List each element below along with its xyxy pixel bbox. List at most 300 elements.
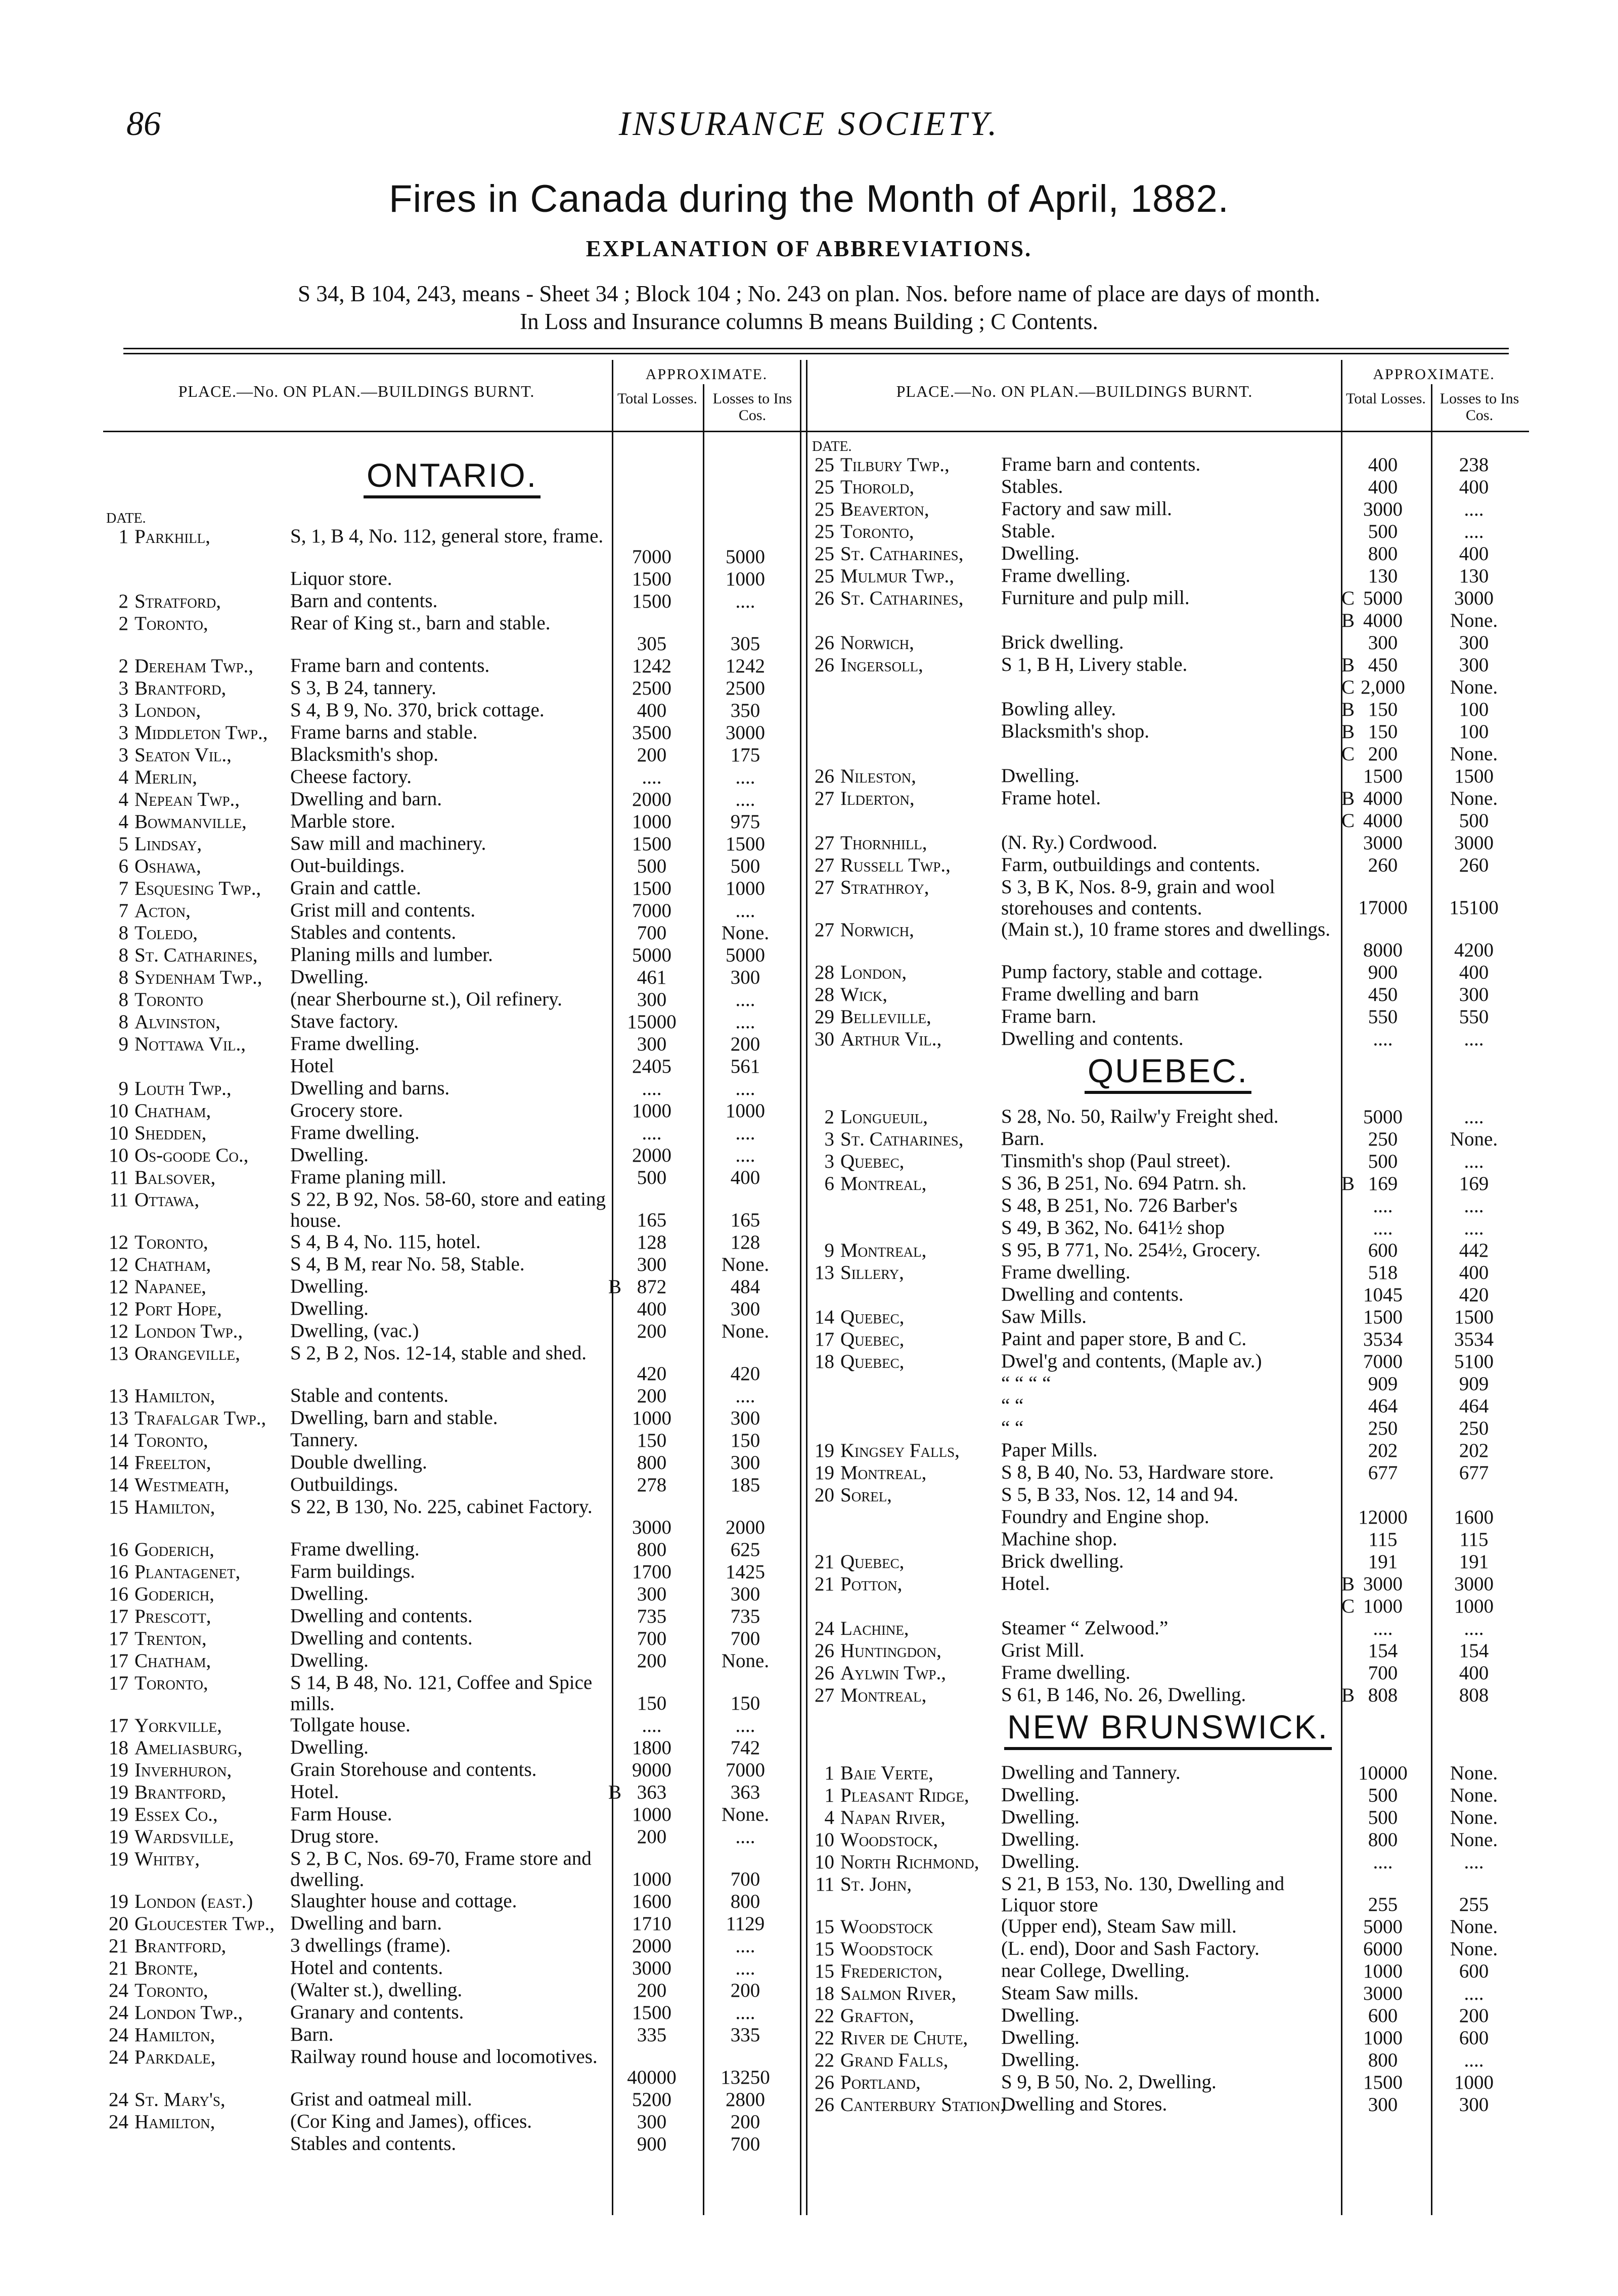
right-column [809, 439, 1527, 2116]
insurance-loss-cell: 128 [730, 1231, 760, 1253]
description-cell: (Upper end), Steam Saw mill. [1001, 1915, 1237, 1937]
place-cell: Toronto, [134, 1231, 208, 1253]
total-loss-cell: .... [642, 766, 662, 788]
insurance-loss-cell: 1600 [1454, 1506, 1494, 1528]
total-loss-cell: 40000 [627, 2067, 677, 2088]
total-loss-cell: 300 [637, 1583, 667, 1605]
left-column [103, 455, 801, 2155]
place-cell: Arthur Vil., [840, 1028, 942, 1050]
date-cell: 17 [815, 1328, 834, 1350]
insurance-loss-cell: None. [721, 1254, 770, 1275]
insurance-loss-cell: .... [1464, 1195, 1484, 1217]
total-loss-cell: 5200 [632, 2089, 671, 2110]
table-row [809, 961, 1527, 984]
date-cell: 12 [109, 1276, 128, 1298]
description-cell: Slaughter house and cottage. [290, 1890, 517, 1912]
place-cell: Toronto, [134, 1430, 208, 1451]
date-cell: 12 [109, 1231, 128, 1253]
place-cell: Nottawa Vil., [134, 1033, 246, 1055]
total-loss-cell: 808 [1368, 1684, 1398, 1706]
table-row [103, 1848, 801, 1891]
table-row [103, 590, 801, 613]
description-cell: Grain Storehouse and contents. [290, 1759, 537, 1780]
description-cell: 3 dwellings (frame). [290, 1935, 451, 1956]
insurance-loss-cell: 735 [730, 1605, 760, 1627]
marker-cell: B [1341, 721, 1355, 743]
total-loss-cell: 600 [1368, 1239, 1398, 1261]
date-cell: 15 [109, 1496, 128, 1518]
description-cell: Steam Saw mills. [1001, 1982, 1139, 2004]
description-cell: Dwelling and contents. [1001, 1283, 1184, 1305]
total-loss-cell: 2,000 [1361, 676, 1405, 698]
marker-cell: B [1341, 699, 1355, 720]
place-cell: Sydenham Twp., [134, 967, 262, 988]
date-cell: 4 [824, 1807, 834, 1828]
total-loss-cell: 300 [637, 1254, 667, 1275]
approximate-header-left: APPROXIMATE. [645, 366, 768, 383]
total-loss-cell: .... [642, 1078, 662, 1099]
table-row [809, 610, 1527, 632]
description-cell: Stable and contents. [290, 1385, 449, 1406]
description-cell: Hotel. [290, 1781, 339, 1803]
total-loss-cell: 335 [637, 2024, 667, 2046]
table-row [809, 1006, 1527, 1028]
date-cell: 21 [815, 1551, 834, 1573]
description-cell: Barn. [290, 2024, 334, 2045]
insurance-loss-cell: 5100 [1454, 1351, 1494, 1372]
table-row [809, 1173, 1527, 1195]
place-cell: Norwich, [840, 632, 914, 654]
date-cell: 2 [118, 613, 128, 634]
insurance-loss-cell: 175 [730, 744, 760, 766]
table-row [103, 1804, 801, 1826]
description-cell: Barn. [1001, 1128, 1045, 1150]
place-cell: London Twp., [134, 1320, 243, 1342]
date-cell: 24 [109, 1980, 128, 2001]
insurance-loss-cell: 150 [730, 1692, 760, 1714]
description-cell: Dwelling and Tannery. [1001, 1762, 1181, 1783]
date-cell: 28 [815, 961, 834, 983]
losses-to-ins-header-right: Losses to Ins Cos. [1440, 390, 1519, 424]
description-cell: Rear of King st., barn and stable. [290, 612, 551, 634]
description-cell: Out-buildings. [290, 855, 405, 877]
description-cell: S 8, B 40, No. 53, Hardware store. [1001, 1461, 1274, 1483]
insurance-loss-cell: 3000 [1454, 587, 1494, 609]
insurance-loss-cell: 1500 [1454, 1306, 1494, 1328]
place-cell: Brantford, [134, 677, 227, 699]
date-cell: 24 [109, 2002, 128, 2024]
description-cell: Dwelling. [1001, 765, 1080, 787]
place-cell: Trenton, [134, 1628, 207, 1649]
insurance-loss-cell: .... [735, 900, 755, 922]
losses-to-ins-header-left: Losses to Ins Cos. [712, 390, 792, 424]
place-cell: London, [840, 961, 907, 983]
date-cell: 26 [815, 632, 834, 654]
date-cell: 17 [109, 1605, 128, 1627]
place-cell: Middleton Twp., [134, 722, 268, 744]
total-loss-cell: 7000 [632, 546, 671, 568]
table-row [103, 1033, 801, 1055]
table-row [809, 565, 1527, 587]
insurance-loss-cell: None. [1450, 1128, 1498, 1150]
place-cell: Beaverton, [840, 498, 929, 520]
table-row [103, 1100, 801, 1122]
marker-cell: C [1341, 743, 1355, 765]
insurance-loss-cell: 130 [1459, 565, 1489, 587]
place-cell: Os-goode Co., [134, 1144, 249, 1166]
place-cell: Ilderton, [840, 788, 915, 809]
description-cell: Dwelling. [290, 1144, 369, 1166]
marker-cell: C [1341, 1595, 1355, 1617]
description-cell: Saw mill and machinery. [290, 833, 486, 854]
total-loss-cell: 300 [1368, 632, 1398, 654]
total-loss-cell: 1000 [632, 811, 671, 833]
place-cell: Chatham, [134, 1254, 211, 1275]
table-row [809, 877, 1527, 919]
insurance-loss-cell: None. [1450, 676, 1498, 698]
insurance-loss-cell: 500 [1459, 810, 1489, 832]
date-cell: 9 [118, 1078, 128, 1099]
table-row [809, 1262, 1527, 1284]
total-loss-cell: 500 [1368, 1807, 1398, 1828]
total-loss-cell: .... [642, 1715, 662, 1736]
place-cell: London Twp., [134, 2002, 243, 2024]
table-row [809, 1395, 1527, 1417]
description-cell: Dwelling. [1001, 2004, 1080, 2026]
date-cell: 10 [815, 1829, 834, 1851]
description-cell: Grain and cattle. [290, 877, 421, 899]
total-loss-cell: 9000 [632, 1759, 671, 1781]
total-loss-cell: .... [1373, 1217, 1393, 1239]
table-row [809, 1195, 1527, 1217]
place-cell: Chatham, [134, 1100, 211, 1122]
description-cell: Frame barn and contents. [1001, 453, 1201, 475]
description-cell: Machine shop. [1001, 1528, 1117, 1550]
place-cell: St. Mary's, [134, 2089, 226, 2110]
running-head: INSURANCE SOCIETY. [618, 104, 1000, 143]
insurance-loss-cell: .... [735, 1715, 755, 1736]
total-loss-cell: 518 [1368, 1262, 1398, 1283]
top-rule [123, 348, 1509, 349]
place-cell: Fredericton, [840, 1960, 942, 1982]
total-loss-cell: 420 [637, 1363, 667, 1385]
description-cell: Dwelling. [290, 1649, 369, 1671]
total-loss-cell: 700 [637, 922, 667, 944]
total-loss-cell: 700 [1368, 1662, 1398, 1684]
table-row [809, 1851, 1527, 1873]
insurance-loss-cell: .... [1464, 1151, 1484, 1172]
total-loss-cell: 2000 [632, 789, 671, 810]
description-cell: Cheese factory. [290, 766, 412, 788]
insurance-loss-cell: 250 [1459, 1417, 1489, 1439]
date-cell: 11 [815, 1873, 834, 1895]
place-cell: Louth Twp., [134, 1078, 232, 1099]
description-cell: Planing mills and lumber. [290, 944, 493, 966]
table-row [809, 721, 1527, 743]
place-cell: Ingersoll, [840, 654, 923, 676]
table-row [103, 677, 801, 700]
insurance-loss-cell: 700 [730, 2133, 760, 2155]
total-loss-cell: 1500 [632, 568, 671, 590]
date-cell: 25 [815, 476, 834, 498]
date-cell: 9 [824, 1239, 834, 1261]
table-row [809, 1807, 1527, 1829]
place-cell: Acton, [134, 900, 191, 922]
date-cell: 14 [109, 1474, 128, 1496]
total-loss-cell: 2405 [632, 1055, 671, 1077]
date-cell: 25 [815, 565, 834, 587]
total-loss-cell: 677 [1368, 1462, 1398, 1484]
date-cell: 24 [109, 2089, 128, 2110]
place-cell: Westmeath, [134, 1474, 230, 1496]
insurance-loss-cell: 165 [730, 1209, 760, 1231]
insurance-loss-cell: 400 [1459, 1662, 1489, 1684]
place-cell: Whitby, [134, 1848, 200, 1870]
insurance-loss-cell: 808 [1459, 1684, 1489, 1706]
insurance-loss-cell: None. [1450, 743, 1498, 765]
table-row [809, 543, 1527, 565]
description-cell: Hotel. [1001, 1573, 1050, 1594]
description-cell: Stables and contents. [290, 922, 457, 943]
table-row [103, 1781, 801, 1804]
table-row [103, 1474, 801, 1496]
date-cell: 3 [118, 744, 128, 766]
insurance-loss-cell: 3000 [726, 722, 765, 744]
table-row [103, 700, 801, 722]
date-cell: 1 [824, 1762, 834, 1784]
date-header-right: DATE. [812, 439, 852, 454]
insurance-loss-cell: None. [1450, 1807, 1498, 1828]
place-cell: Potton, [840, 1573, 903, 1595]
table-row [103, 1122, 801, 1144]
place-cell: Ameliasburg, [134, 1737, 243, 1759]
description-cell: Farm buildings. [290, 1560, 416, 1582]
place-cell: Toronto, [840, 521, 914, 542]
insurance-loss-cell: .... [1464, 1217, 1484, 1239]
date-cell: 16 [109, 1539, 128, 1560]
table-row [103, 1011, 801, 1033]
description-cell: Double dwelling. [290, 1451, 427, 1473]
total-loss-cell: 305 [637, 633, 667, 655]
insurance-loss-cell: .... [735, 1385, 755, 1407]
description-cell: S 1, B H, Livery stable. [1001, 654, 1188, 675]
total-loss-cell: 200 [637, 1980, 667, 2001]
description-cell: Marble store. [290, 810, 395, 832]
table-row [809, 788, 1527, 810]
total-loss-cell: 1500 [632, 590, 671, 612]
date-cell: 8 [118, 922, 128, 944]
date-cell: 26 [815, 1662, 834, 1684]
total-loss-cell: 1000 [1363, 2027, 1403, 2049]
table-row [809, 1829, 1527, 1851]
place-cell: Plantagenet, [134, 1561, 241, 1583]
table-row [809, 1684, 1527, 1707]
table-row [809, 919, 1527, 961]
insurance-loss-cell: .... [735, 1935, 755, 1957]
table-row [809, 2027, 1527, 2049]
description-cell: Farm House. [290, 1803, 392, 1825]
description-cell: Barn and contents. [290, 590, 438, 612]
total-loss-cell: 800 [637, 1539, 667, 1560]
date-cell: 8 [118, 967, 128, 988]
total-loss-cell: .... [1373, 1851, 1393, 1873]
insurance-loss-cell: 1242 [726, 655, 765, 677]
description-cell: Frame dwelling. [1001, 565, 1131, 586]
total-loss-cell: 4000 [1363, 788, 1403, 809]
total-loss-cell: 200 [637, 744, 667, 766]
table-row [809, 521, 1527, 543]
insurance-loss-cell: .... [1464, 521, 1484, 542]
total-loss-cell: 6000 [1363, 1938, 1403, 1960]
date-cell: 12 [109, 1298, 128, 1320]
table-row [809, 654, 1527, 676]
description-cell: S 22, B 92, Nos. 58-60, store and eating house. [290, 1188, 606, 1231]
date-cell: 14 [109, 1452, 128, 1474]
total-loss-cell: 500 [1368, 521, 1398, 542]
table-row [809, 1028, 1527, 1050]
total-loss-cell: 1500 [1363, 1306, 1403, 1328]
total-loss-cell: 3534 [1363, 1328, 1403, 1350]
insurance-loss-cell: 1500 [1454, 765, 1494, 787]
description-cell: Paint and paper store, B and C. [1001, 1328, 1247, 1350]
insurance-loss-cell: 300 [730, 1407, 760, 1429]
total-loss-cell: 5000 [632, 944, 671, 966]
table-row [809, 676, 1527, 699]
table-row [809, 1873, 1527, 1916]
total-loss-cell: 4000 [1363, 610, 1403, 631]
top-rule-2 [123, 353, 1509, 354]
place-cell: Napan River, [840, 1807, 946, 1828]
date-cell: 30 [815, 1028, 834, 1050]
insurance-loss-cell: 600 [1459, 1960, 1489, 1982]
table-row [809, 699, 1527, 721]
date-cell: 17 [109, 1650, 128, 1672]
description-cell: Dwelling. [1001, 1828, 1080, 1850]
description-cell: Dwelling. [290, 1736, 369, 1758]
total-loss-cell: 7000 [632, 900, 671, 922]
description-cell: Frame dwelling. [1001, 1662, 1131, 1683]
total-loss-cell: 1242 [632, 655, 671, 677]
total-loss-cell: 1045 [1363, 1284, 1403, 1306]
description-cell: Dwelling. [290, 1275, 369, 1297]
place-cell: Belleville, [840, 1006, 931, 1028]
insurance-loss-cell: 2500 [726, 677, 765, 699]
date-cell: 19 [109, 1848, 128, 1870]
date-cell: 19 [109, 1804, 128, 1825]
date-cell: 11 [109, 1167, 128, 1188]
place-cell: St. Catharines, [840, 543, 964, 565]
total-losses-header-right: Total Losses. [1346, 390, 1426, 407]
description-cell: Dwelling. [1001, 2027, 1080, 2048]
description-cell: Bowling alley. [1001, 698, 1116, 720]
table-row [809, 1306, 1527, 1328]
insurance-loss-cell: .... [1464, 1106, 1484, 1128]
total-loss-cell: 2000 [632, 1144, 671, 1166]
place-cell: Montreal, [840, 1684, 927, 1706]
marker-cell: B [608, 1781, 621, 1803]
total-loss-cell: 550 [1368, 1006, 1398, 1028]
date-cell: 29 [815, 1006, 834, 1028]
description-cell: Frame planing mill. [290, 1166, 446, 1188]
description-cell: (Walter st.), dwelling. [290, 1979, 463, 2001]
insurance-loss-cell: 400 [1459, 476, 1489, 498]
table-row [103, 1276, 801, 1298]
total-loss-cell: 5000 [1363, 587, 1403, 609]
total-loss-cell: .... [1373, 1618, 1393, 1639]
total-loss-cell: 400 [637, 1298, 667, 1320]
insurance-loss-cell: .... [735, 766, 755, 788]
insurance-loss-cell: 350 [730, 700, 760, 721]
total-loss-cell: 1710 [632, 1913, 671, 1935]
date-cell: 26 [815, 1640, 834, 1662]
total-loss-cell: 8000 [1363, 939, 1403, 961]
place-cell: Kingsey Falls, [840, 1440, 960, 1461]
total-loss-cell: 363 [637, 1781, 667, 1803]
approximate-header-right: APPROXIMATE. [1373, 366, 1495, 383]
description-cell: S 22, B 130, No. 225, cabinet Factory. [290, 1496, 593, 1518]
total-loss-cell: 909 [1368, 1373, 1398, 1395]
insurance-loss-cell: 335 [730, 2024, 760, 2046]
insurance-loss-cell: 300 [1459, 632, 1489, 654]
place-cell: Toronto, [134, 613, 208, 634]
date-cell: 13 [109, 1407, 128, 1429]
place-cell: Aylwin Twp., [840, 1662, 946, 1684]
place-cell: Huntingdon, [840, 1640, 941, 1662]
insurance-loss-cell: 13250 [721, 2067, 770, 2088]
place-cell: Woodstock [840, 1916, 933, 1938]
date-cell: 1 [824, 1784, 834, 1806]
insurance-loss-cell: 300 [730, 1298, 760, 1320]
place-cell: Sillery, [840, 1262, 904, 1283]
date-cell: 28 [815, 984, 834, 1005]
total-loss-cell: 200 [637, 1826, 667, 1848]
table-row [103, 1055, 801, 1078]
table-row [809, 1328, 1527, 1351]
place-cell: Tilbury Twp., [840, 454, 950, 476]
place-cell: Portland, [840, 2072, 921, 2093]
date-cell: 13 [815, 1262, 834, 1283]
table-row [809, 1529, 1527, 1551]
place-cell: Hamilton, [134, 2024, 215, 2046]
date-cell: 27 [815, 854, 834, 876]
table-row [103, 1078, 801, 1100]
table-row [103, 2046, 801, 2089]
place-cell: Grand Falls, [840, 2049, 949, 2071]
insurance-loss-cell: 3534 [1454, 1328, 1494, 1350]
description-cell: Grocery store. [290, 1099, 403, 1121]
description-cell: Dwelling and barns. [290, 1077, 450, 1099]
date-cell: 20 [815, 1484, 834, 1506]
date-cell: 3 [118, 677, 128, 699]
total-loss-cell: 12000 [1358, 1506, 1408, 1528]
table-row [103, 1231, 801, 1254]
date-cell: 16 [109, 1583, 128, 1605]
place-cell: Essex Co., [134, 1804, 218, 1825]
description-cell: Dwelling. [1001, 2049, 1080, 2071]
table-row [103, 1385, 801, 1407]
place-cell: Montreal, [840, 1239, 927, 1261]
total-loss-cell: 169 [1368, 1173, 1398, 1195]
place-cell: Napanee, [134, 1276, 206, 1298]
date-cell: 11 [109, 1189, 128, 1211]
date-cell: 25 [815, 454, 834, 476]
table-row [809, 1484, 1527, 1506]
total-loss-cell: 3000 [1363, 832, 1403, 854]
place-cell: St. Catharines, [840, 1128, 964, 1150]
total-loss-cell: 202 [1368, 1440, 1398, 1461]
insurance-loss-cell: None. [1450, 1762, 1498, 1784]
description-cell: Frame dwelling and barn [1001, 983, 1199, 1005]
